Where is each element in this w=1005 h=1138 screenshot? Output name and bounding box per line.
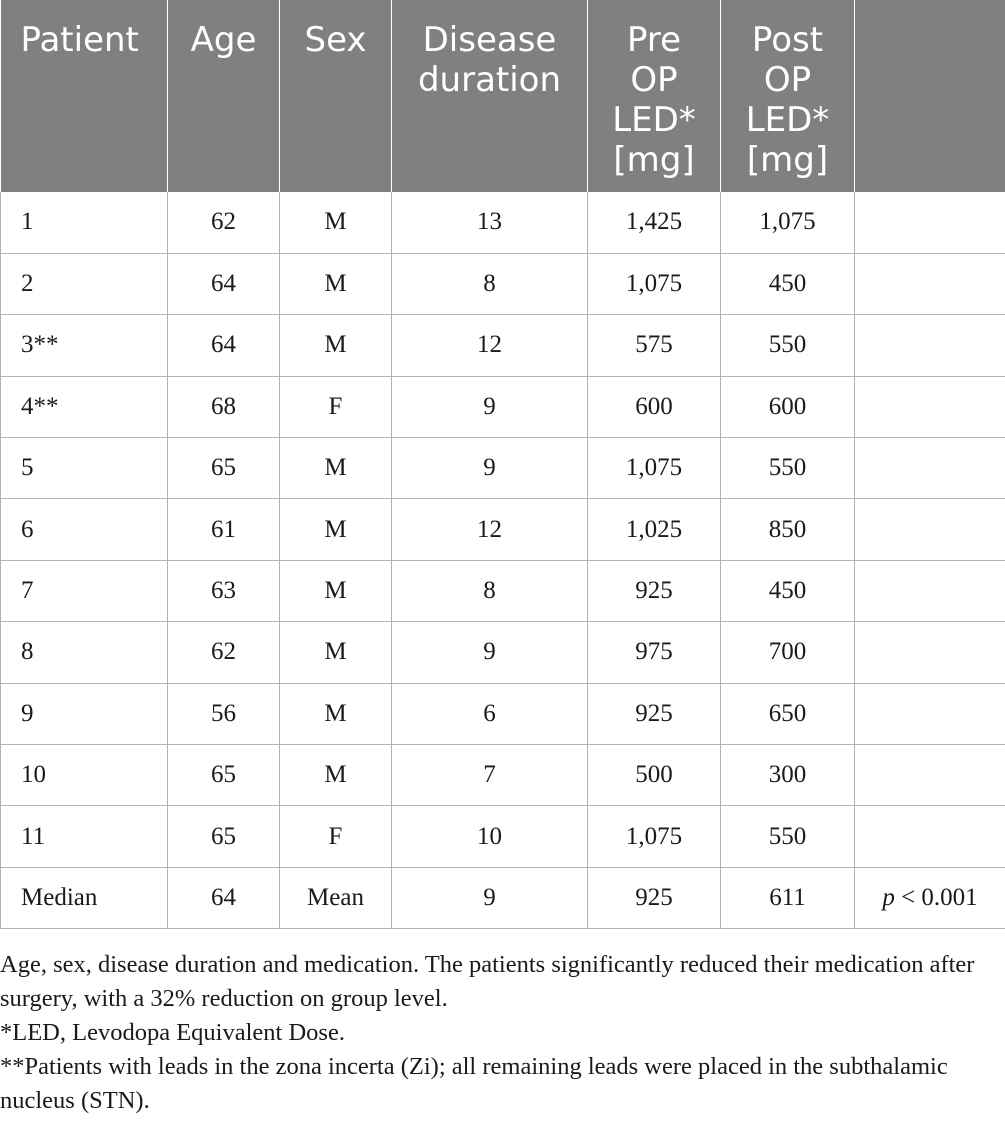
summary-label: Median	[1, 867, 168, 928]
footnote-led: *LED, Levodopa Equivalent Dose.	[0, 1019, 345, 1046]
cell-sex: M	[280, 622, 392, 683]
table-row	[1, 745, 1005, 806]
cell-duration: 8	[392, 560, 588, 621]
cell-pre-op-led: 1,425	[588, 192, 721, 253]
cell-post-op-led: 700	[721, 622, 855, 683]
cell-blank	[855, 745, 1005, 806]
table-row	[1, 622, 1005, 683]
table-header-row	[1, 0, 1005, 192]
cell-sex: M	[280, 499, 392, 560]
cell-post-op-led: 450	[721, 253, 855, 314]
cell-age: 68	[168, 376, 280, 437]
cell-age: 62	[168, 622, 280, 683]
cell-blank	[855, 683, 1005, 744]
summary-age: 64	[168, 867, 280, 928]
cell-patient: 2	[1, 253, 168, 314]
cell-pre-op-led: 1,075	[588, 438, 721, 499]
cell-pre-op-led: 575	[588, 315, 721, 376]
table-footnotes	[0, 948, 1000, 1118]
cell-sex: M	[280, 253, 392, 314]
cell-pre-op-led: 1,075	[588, 806, 721, 867]
cell-age: 64	[168, 253, 280, 314]
cell-pre-op-led: 925	[588, 560, 721, 621]
cell-duration: 9	[392, 622, 588, 683]
p-symbol: p	[882, 883, 895, 911]
cell-patient: 9	[1, 683, 168, 744]
cell-age: 64	[168, 315, 280, 376]
cell-duration: 8	[392, 253, 588, 314]
cell-blank	[855, 438, 1005, 499]
summary-pre: 925	[588, 867, 721, 928]
table-row	[1, 315, 1005, 376]
cell-sex: M	[280, 683, 392, 744]
table-row	[1, 376, 1005, 437]
cell-post-op-led: 550	[721, 315, 855, 376]
header-age: Age	[168, 0, 280, 192]
cell-duration: 12	[392, 315, 588, 376]
cell-duration: 6	[392, 683, 588, 744]
cell-age: 56	[168, 683, 280, 744]
table-row	[1, 438, 1005, 499]
cell-duration: 12	[392, 499, 588, 560]
cell-pre-op-led: 975	[588, 622, 721, 683]
cell-pre-op-led: 925	[588, 683, 721, 744]
cell-blank	[855, 376, 1005, 437]
cell-age: 65	[168, 745, 280, 806]
cell-patient: 3**	[1, 315, 168, 376]
table-row	[1, 806, 1005, 867]
header-post-op-led: Post OP LED* [mg]	[721, 0, 855, 192]
cell-duration: 13	[392, 192, 588, 253]
cell-sex: M	[280, 560, 392, 621]
cell-blank	[855, 315, 1005, 376]
summary-p-value	[855, 867, 1005, 928]
header-patient: Patient	[1, 0, 168, 192]
header-sex: Sex	[280, 0, 392, 192]
cell-blank	[855, 192, 1005, 253]
table-row	[1, 253, 1005, 314]
caption-text: Age, sex, disease duration and medication. The patients significantly reduced their medication after surgery, with a 32% reduction on group level.	[0, 951, 975, 1012]
summary-row	[1, 867, 1005, 928]
table-row	[1, 499, 1005, 560]
footnote-zi: **Patients with leads in the zona incerta (Zi); all remaining leads were placed in the subthalamic nucleus (STN).	[0, 1053, 948, 1114]
p-value-text: < 0.001	[901, 883, 978, 911]
cell-sex: M	[280, 192, 392, 253]
cell-post-op-led: 550	[721, 806, 855, 867]
cell-sex: M	[280, 438, 392, 499]
header-disease-duration: Disease duration	[392, 0, 588, 192]
cell-post-op-led: 550	[721, 438, 855, 499]
cell-post-op-led: 1,075	[721, 192, 855, 253]
cell-duration: 9	[392, 376, 588, 437]
summary-duration: 9	[392, 867, 588, 928]
table-row	[1, 560, 1005, 621]
cell-duration: 7	[392, 745, 588, 806]
cell-patient: 7	[1, 560, 168, 621]
header-blank	[855, 0, 1005, 192]
cell-post-op-led: 650	[721, 683, 855, 744]
cell-sex: M	[280, 315, 392, 376]
cell-sex: F	[280, 806, 392, 867]
table-row	[1, 192, 1005, 253]
summary-sex: Mean	[280, 867, 392, 928]
cell-blank	[855, 806, 1005, 867]
cell-blank	[855, 499, 1005, 560]
table-row	[1, 683, 1005, 744]
cell-sex: M	[280, 745, 392, 806]
summary-post: 611	[721, 867, 855, 928]
cell-age: 65	[168, 438, 280, 499]
cell-sex: F	[280, 376, 392, 437]
cell-patient: 11	[1, 806, 168, 867]
cell-blank	[855, 622, 1005, 683]
header-pre-op-led: Pre OP LED* [mg]	[588, 0, 721, 192]
cell-pre-op-led: 600	[588, 376, 721, 437]
cell-age: 61	[168, 499, 280, 560]
cell-post-op-led: 300	[721, 745, 855, 806]
cell-age: 65	[168, 806, 280, 867]
cell-patient: 5	[1, 438, 168, 499]
cell-age: 62	[168, 192, 280, 253]
cell-patient: 4**	[1, 376, 168, 437]
cell-patient: 6	[1, 499, 168, 560]
cell-blank	[855, 560, 1005, 621]
cell-patient: 1	[1, 192, 168, 253]
cell-post-op-led: 600	[721, 376, 855, 437]
cell-patient: 10	[1, 745, 168, 806]
cell-duration: 10	[392, 806, 588, 867]
cell-pre-op-led: 500	[588, 745, 721, 806]
cell-blank	[855, 253, 1005, 314]
cell-duration: 9	[392, 438, 588, 499]
cell-age: 63	[168, 560, 280, 621]
cell-pre-op-led: 1,025	[588, 499, 721, 560]
cell-patient: 8	[1, 622, 168, 683]
cell-post-op-led: 450	[721, 560, 855, 621]
cell-post-op-led: 850	[721, 499, 855, 560]
cell-pre-op-led: 1,075	[588, 253, 721, 314]
